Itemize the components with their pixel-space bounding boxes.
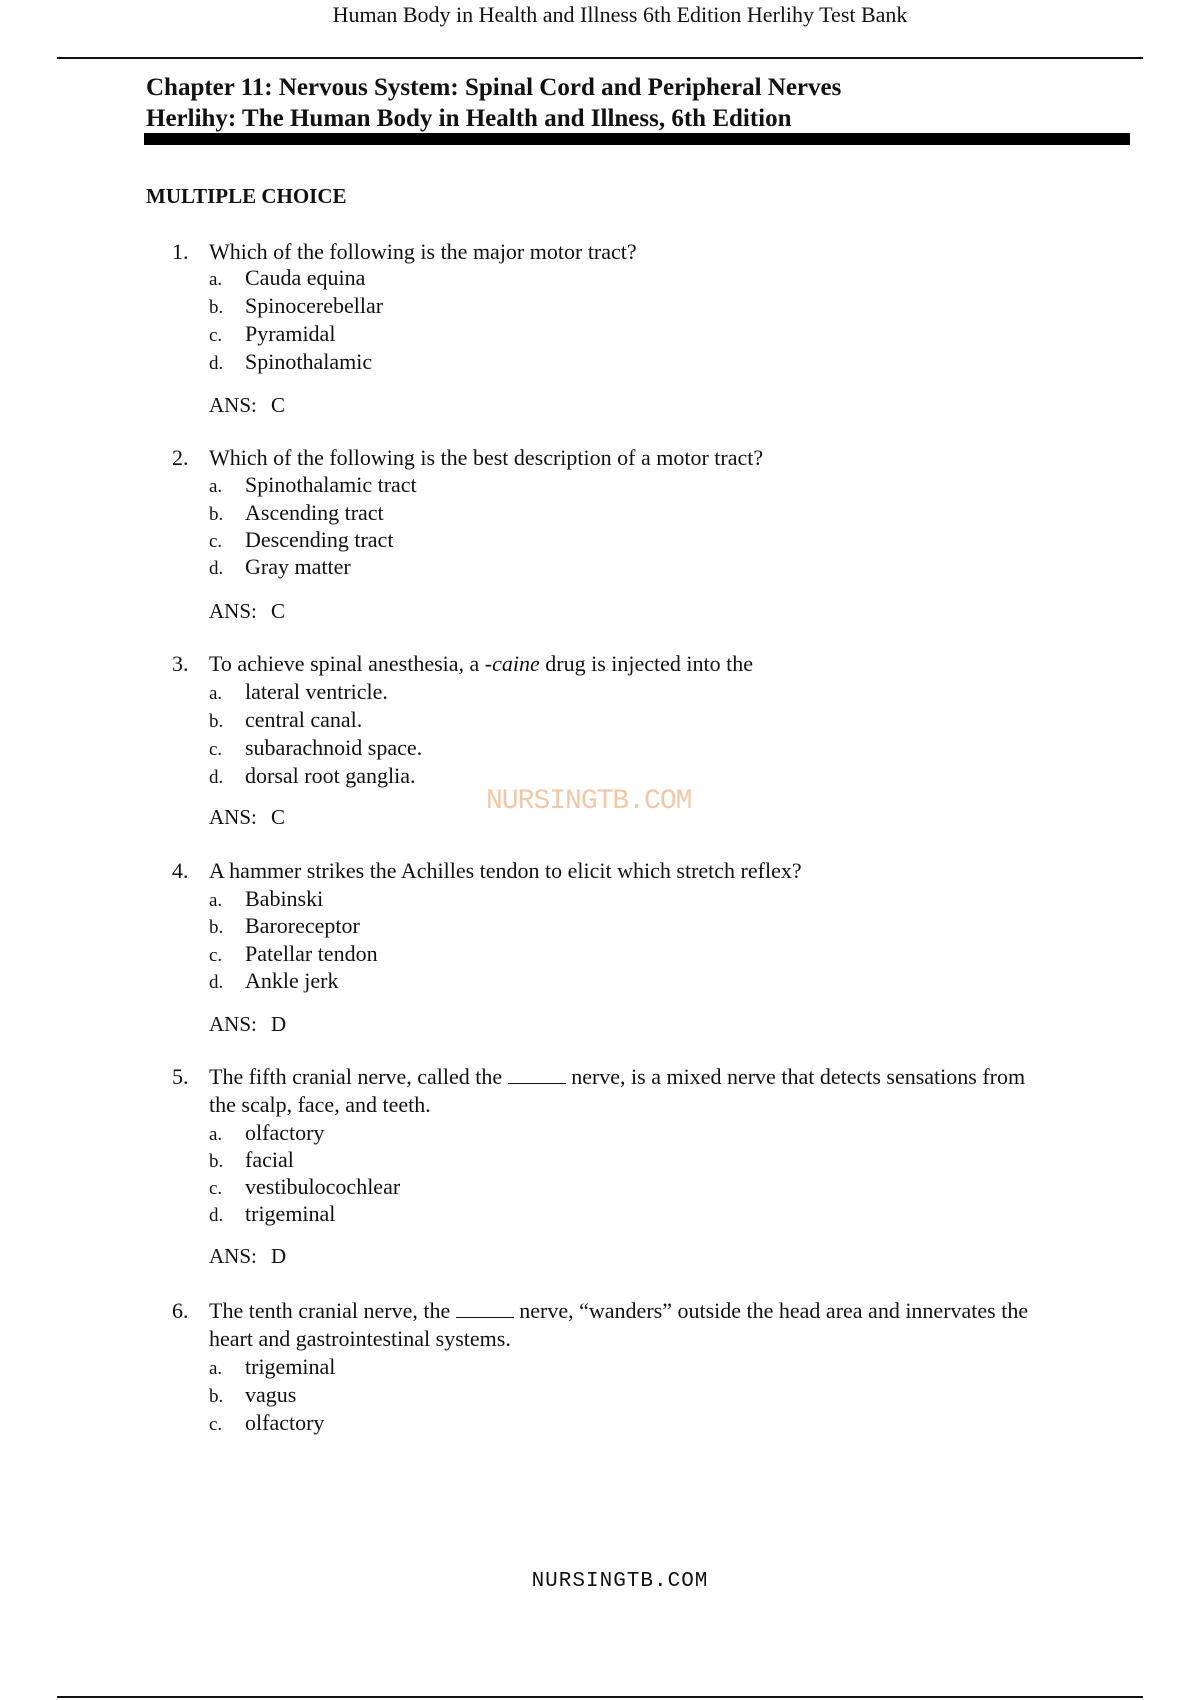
- answer-key: ANS: D: [209, 1012, 287, 1036]
- choice-c: c. vestibulocochlear: [209, 1174, 401, 1199]
- running-header: Human Body in Health and Illness 6th Edition Herlihy Test Bank: [332, 2, 908, 27]
- question-number: 1.: [172, 239, 189, 264]
- footer-site: NURSINGTB.COM: [531, 1570, 709, 1593]
- choice-a: a. Spinothalamic tract: [209, 472, 417, 497]
- answer-key: ANS: C: [209, 393, 286, 417]
- choice-d: d. trigeminal: [209, 1201, 336, 1226]
- watermark: NURSINGTB.COM: [486, 786, 692, 817]
- choice-c: c. Patellar tendon: [209, 941, 378, 966]
- section-heading: MULTIPLE CHOICE: [146, 184, 347, 208]
- choice-a: a. lateral ventricle.: [209, 679, 388, 704]
- choice-d: d. dorsal root ganglia.: [209, 763, 416, 788]
- footer-rule: [57, 1696, 1143, 1698]
- question-stem: To achieve spinal anesthesia, a -caine drug is injected into the: [209, 651, 753, 676]
- choice-c: c. Descending tract: [209, 527, 394, 552]
- question-stem-line2: heart and gastrointestinal systems.: [209, 1326, 511, 1351]
- choice-d: d. Gray matter: [209, 554, 351, 579]
- question-stem: The tenth cranial nerve, the nerve, “wanders” outside the head area and innervates the: [209, 1298, 1029, 1323]
- choice-b: b. Baroreceptor: [209, 913, 360, 938]
- choice-c: c. Pyramidal: [209, 321, 336, 346]
- choice-b: b. central canal.: [209, 707, 363, 732]
- header-rule: [57, 57, 1143, 59]
- choice-d: d. Spinothalamic: [209, 349, 373, 374]
- choice-b: b. facial: [209, 1147, 294, 1172]
- choice-a: a. olfactory: [209, 1120, 325, 1145]
- question-number: 3.: [172, 651, 189, 676]
- fill-in-blank: [456, 1299, 514, 1318]
- choice-a: a. trigeminal: [209, 1354, 336, 1379]
- answer-key: ANS: C: [209, 599, 286, 623]
- chapter-title-line2: Herlihy: The Human Body in Health and Illness, 6th Edition: [146, 105, 792, 132]
- fill-in-blank: [508, 1065, 566, 1084]
- question-number: 4.: [172, 858, 189, 883]
- question-stem: Which of the following is the major motor tract?: [209, 239, 637, 264]
- choice-c: c. subarachnoid space.: [209, 735, 423, 760]
- question-number: 5.: [172, 1064, 189, 1089]
- choice-c: c. olfactory: [209, 1410, 325, 1435]
- question-stem: The fifth cranial nerve, called the nerve, is a mixed nerve that detects sensations from: [209, 1064, 1026, 1089]
- chapter-title-line1: Chapter 11: Nervous System: Spinal Cord and Peripheral Nerves: [146, 74, 842, 101]
- answer-key: ANS: C: [209, 805, 286, 829]
- question-number: 6.: [172, 1298, 189, 1323]
- question-stem: A hammer strikes the Achilles tendon to elicit which stretch reflex?: [209, 858, 802, 883]
- choice-a: a. Babinski: [209, 886, 324, 911]
- choice-b: b. Ascending tract: [209, 500, 384, 525]
- choice-b: b. Spinocerebellar: [209, 293, 384, 318]
- title-bar: [144, 133, 1130, 145]
- chapter-title: [146, 72, 1126, 134]
- question-stem-line2: the scalp, face, and teeth.: [209, 1092, 431, 1117]
- choice-d: d. Ankle jerk: [209, 968, 339, 993]
- choice-b: b. vagus: [209, 1382, 297, 1407]
- answer-key: ANS: D: [209, 1244, 287, 1268]
- choice-a: a. Cauda equina: [209, 265, 366, 290]
- question-stem: Which of the following is the best description of a motor tract?: [209, 445, 764, 470]
- italic-term: -caine: [484, 651, 540, 676]
- question-number: 2.: [172, 445, 189, 470]
